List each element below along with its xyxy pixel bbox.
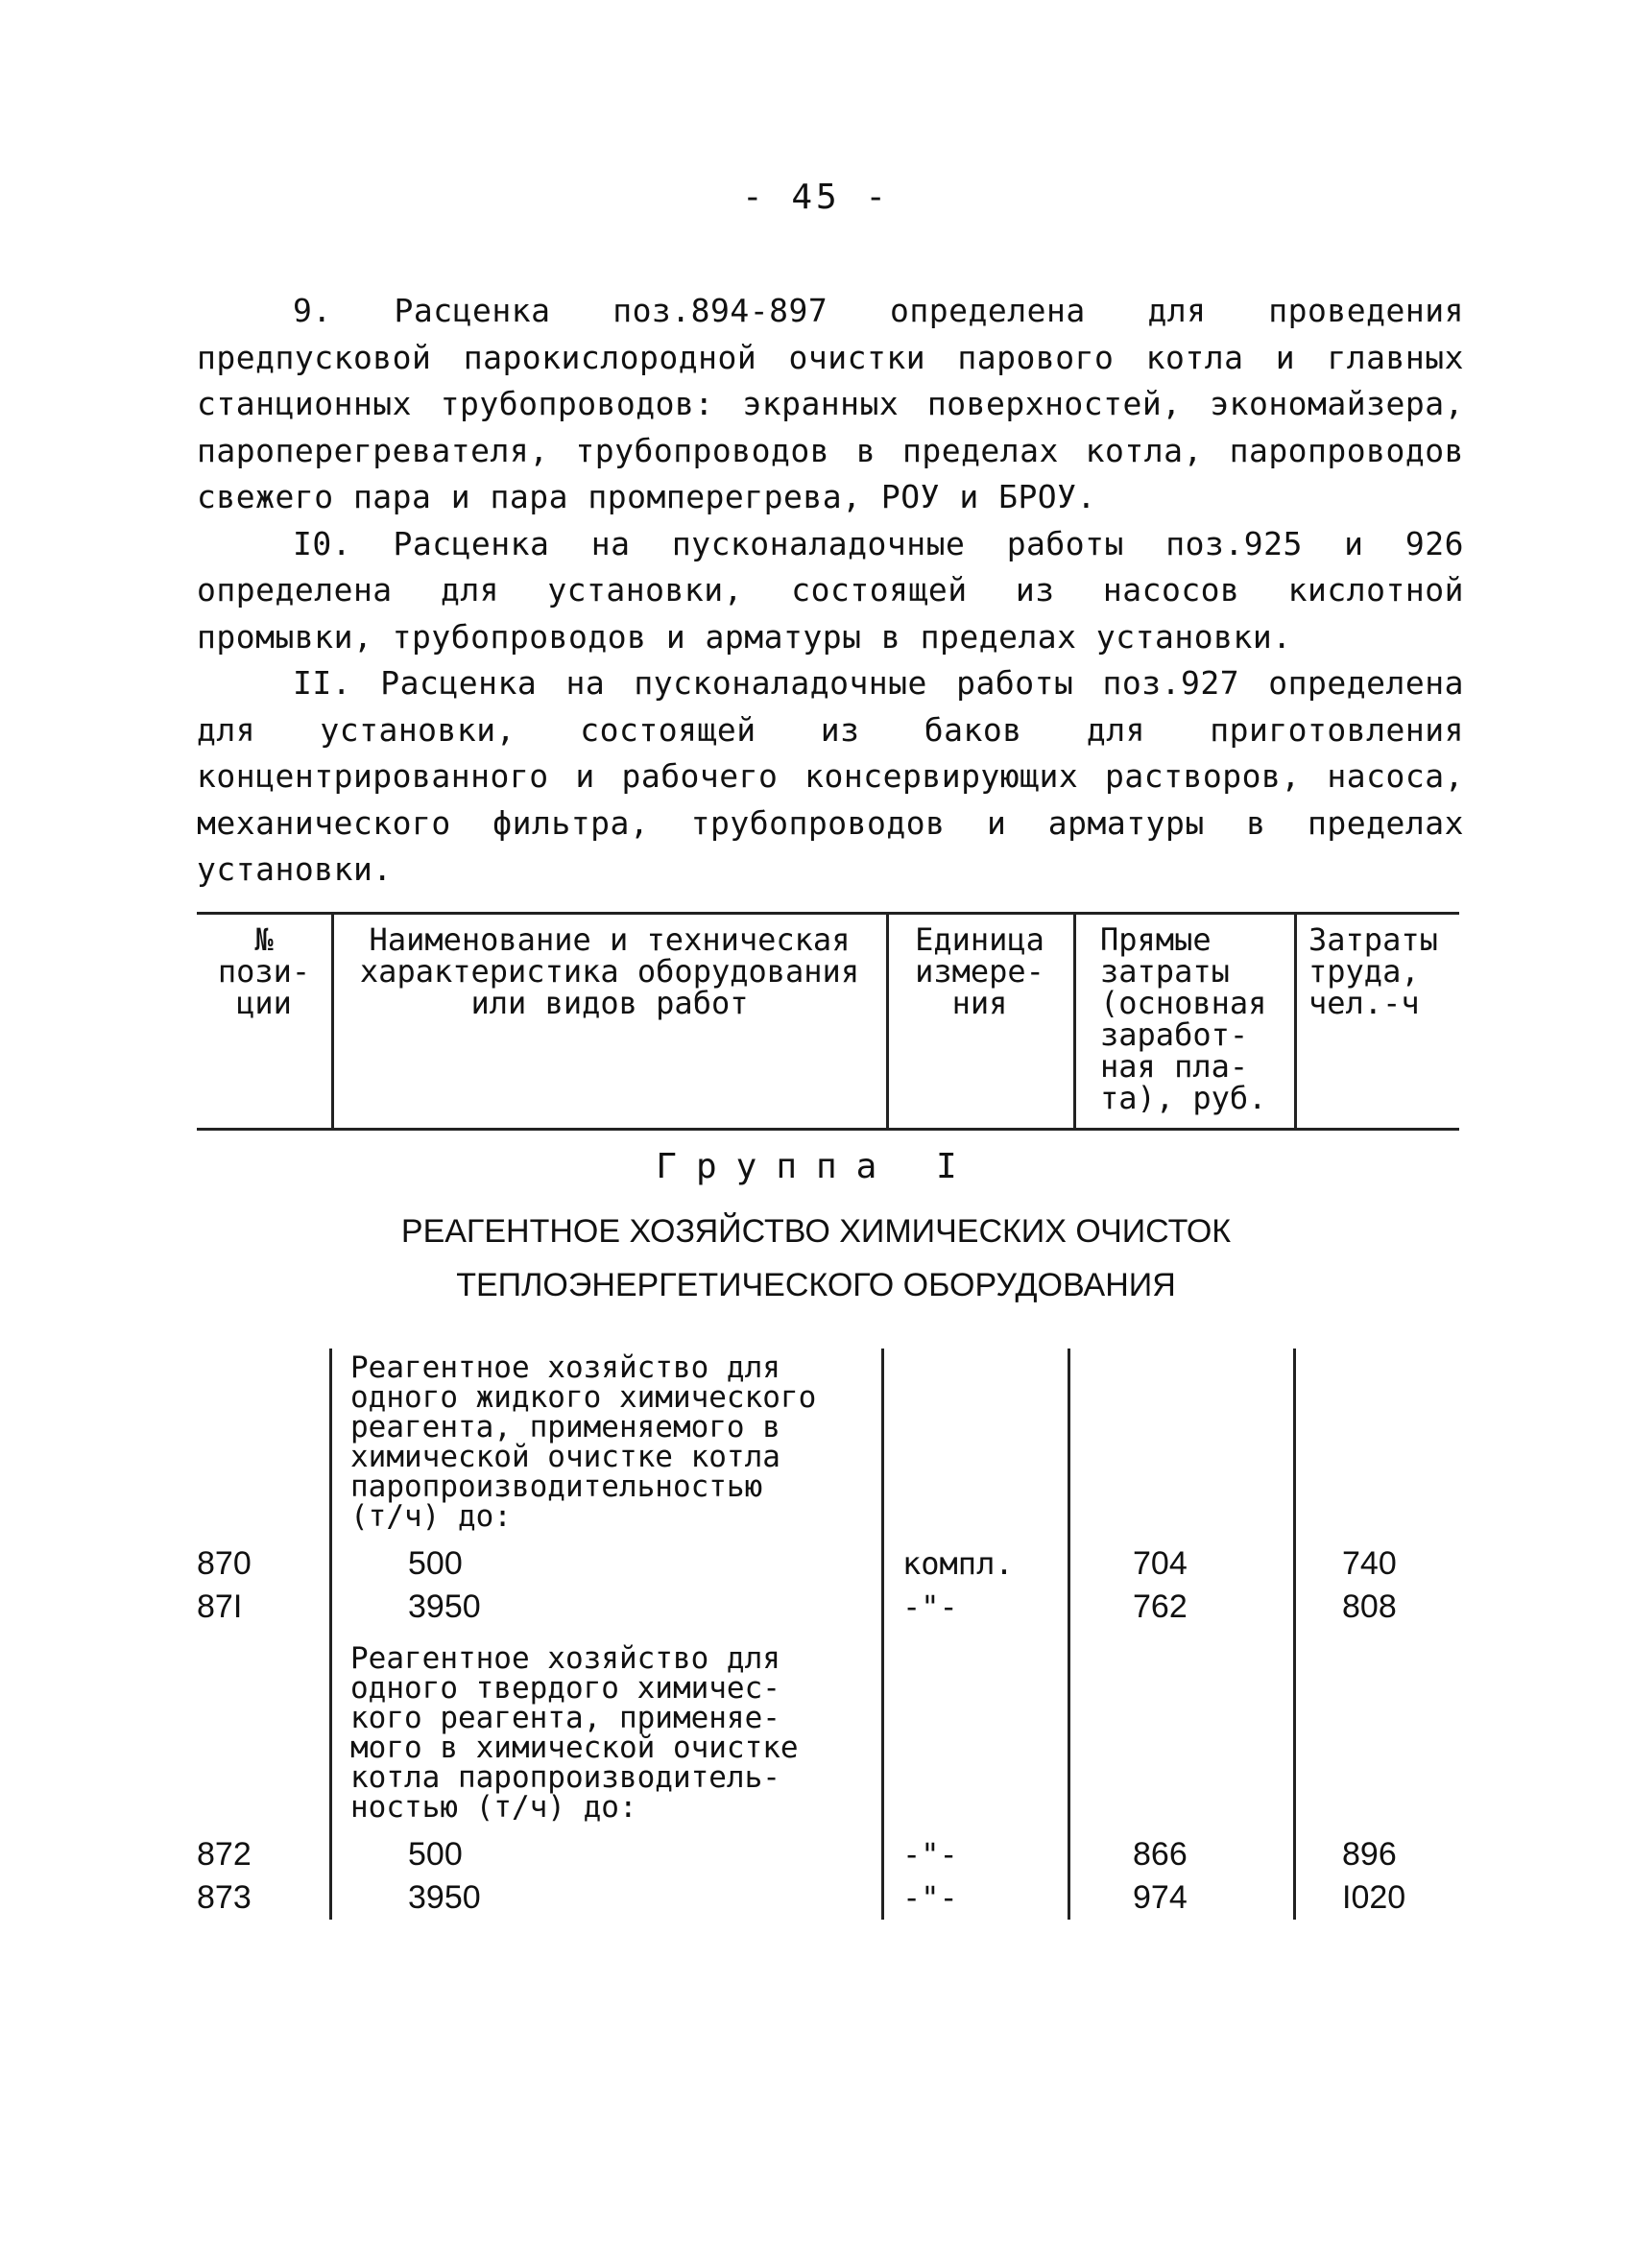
paragraph-10: I0. Расценка на пусконаладочные работы поз.925 и 926 определена для установки, состоящей из насосов кислотной промывки, трубопроводов и арматуры в пределах установки. — [197, 524, 1464, 656]
header-line: та), руб. — [1100, 1080, 1267, 1116]
header-line: (основная — [1100, 985, 1267, 1021]
header-line: Единица — [915, 921, 1044, 958]
header-name — [331, 915, 888, 1128]
table-row — [0, 1879, 1632, 1922]
row-direct-cost: 704 — [1133, 1545, 1188, 1582]
row-labor: I020 — [1342, 1879, 1406, 1916]
description-line: одного жидкого химического — [350, 1380, 817, 1415]
row-position: 870 — [197, 1545, 252, 1582]
header-line: ния — [951, 985, 1008, 1021]
intro-text — [197, 288, 1464, 894]
description-line: кого реагента, применяе- — [350, 1701, 780, 1735]
paragraph-9: 9. Расценка поз.894-897 определена для проведения предпусковой парокислородной очистки парового котла и главных станционных трубопроводов: экранных поверхностей, экономайзера, пароперегревателя, трубопроводов в пределах котла, паропроводов свежего пара и пара промперегрева, РОУ и БРОУ. — [197, 292, 1464, 515]
body-divider — [329, 1349, 332, 1920]
row-direct-cost: 762 — [1133, 1588, 1188, 1625]
header-line: затраты — [1100, 953, 1230, 990]
group-subtitle — [0, 1205, 1632, 1312]
row-unit: компл. — [902, 1545, 1014, 1582]
header-line: № — [254, 921, 274, 958]
header-line: чел.-ч — [1308, 985, 1420, 1021]
row-unit: -"- — [902, 1836, 958, 1873]
header-line: Затраты — [1308, 921, 1438, 958]
description-line: ностью (т/ч) до: — [350, 1790, 637, 1825]
header-line: или видов работ — [470, 985, 749, 1021]
item-description — [350, 1350, 888, 1534]
table-header — [197, 912, 1459, 1131]
header-line: Наименование и техническая — [369, 921, 851, 958]
item-description — [350, 1641, 888, 1825]
description-line: Реагентное хозяйство для — [350, 1350, 780, 1385]
row-labor: 896 — [1342, 1836, 1397, 1873]
header-line: труда, — [1308, 953, 1420, 990]
row-unit: -"- — [902, 1588, 958, 1625]
header-line: ции — [236, 985, 292, 1021]
header-line: пози- — [217, 953, 311, 990]
row-unit: -"- — [902, 1879, 958, 1916]
header-line: ная пла- — [1100, 1048, 1249, 1085]
page-number: - 45 - — [741, 178, 891, 217]
row-name: 3950 — [408, 1879, 481, 1916]
group-title: Группа I — [656, 1147, 976, 1186]
group-subtitle-line: ТЕПЛОЭНЕРГЕТИЧЕСКОГО ОБОРУДОВАНИЯ — [456, 1267, 1176, 1303]
body-divider — [1293, 1349, 1296, 1920]
description-line: котла паропроизводитель- — [350, 1760, 780, 1795]
row-position: 87I — [197, 1588, 243, 1625]
group-subtitle-line: РЕАГЕНТНОЕ ХОЗЯЙСТВО ХИМИЧЕСКИХ ОЧИСТОК — [400, 1213, 1232, 1250]
row-name: 3950 — [408, 1588, 481, 1625]
description-line: химической очистке котла — [350, 1440, 780, 1474]
table-row — [0, 1836, 1632, 1878]
header-line: заработ- — [1100, 1016, 1249, 1053]
row-direct-cost: 866 — [1133, 1836, 1188, 1873]
header-unit — [886, 915, 1073, 1128]
row-direct-cost: 974 — [1133, 1879, 1188, 1916]
header-line: Прямые — [1100, 921, 1212, 958]
header-line: характеристика оборудования — [359, 953, 860, 990]
header-labor — [1294, 915, 1459, 1128]
header-line: измере- — [915, 953, 1044, 990]
table-row — [0, 1588, 1632, 1631]
table-row — [0, 1545, 1632, 1588]
description-line: мого в химической очистке — [350, 1731, 799, 1765]
description-line: одного твердого химичес- — [350, 1671, 780, 1706]
description-line: (т/ч) до: — [350, 1499, 512, 1534]
header-direct-costs — [1073, 915, 1294, 1128]
paragraph-11: II. Расценка на пусконаладочные работы поз.927 определена для установки, состоящей из баков для приготовления концентрированного и рабочего консервирующих растворов, насоса, механического фильтра, трубопроводов и арматуры в пределах установки. — [197, 664, 1464, 888]
row-labor: 808 — [1342, 1588, 1397, 1625]
header-position — [197, 915, 331, 1128]
description-line: Реагентное хозяйство для — [350, 1641, 780, 1676]
row-name: 500 — [408, 1836, 463, 1873]
row-labor: 740 — [1342, 1545, 1397, 1582]
row-position: 873 — [197, 1879, 252, 1916]
description-line: паропроизводительностью — [350, 1469, 763, 1504]
description-line: реагента, применяемого в — [350, 1410, 780, 1444]
body-divider — [1068, 1349, 1070, 1920]
row-name: 500 — [408, 1545, 463, 1582]
row-position: 872 — [197, 1836, 252, 1873]
